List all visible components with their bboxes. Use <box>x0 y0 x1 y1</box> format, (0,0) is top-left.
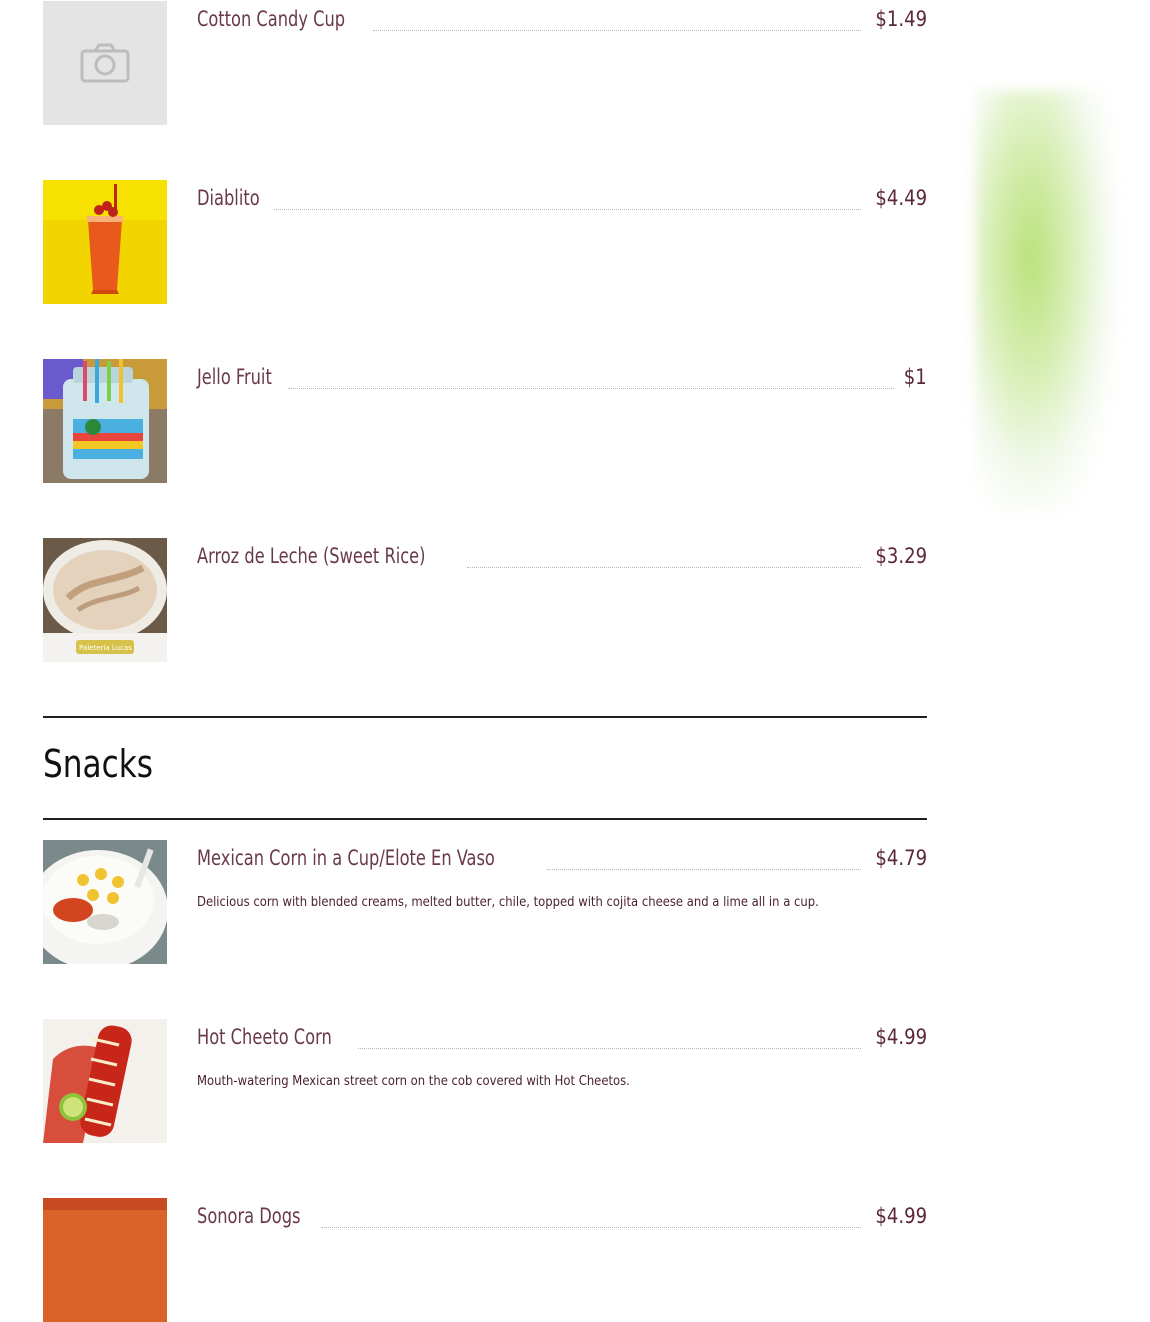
item-image[interactable] <box>43 1019 167 1143</box>
item-name: Mexican Corn in a Cup/Elote En Vaso <box>197 846 495 870</box>
item-name: Arroz de Leche (Sweet Rice) <box>197 544 426 568</box>
item-image[interactable] <box>43 538 167 662</box>
item-price: $4.99 <box>875 1025 927 1049</box>
item-description: Delicious corn with blended creams, melted butter, chile, topped with cojita cheese and a lime all in a cup. <box>197 894 819 910</box>
menu-item <box>43 1 927 125</box>
section-divider-bottom <box>43 818 927 820</box>
item-name: Hot Cheeto Corn <box>197 1025 332 1049</box>
item-name: Cotton Candy Cup <box>197 7 346 31</box>
dotted-leader <box>321 1226 861 1228</box>
item-name: Sonora Dogs <box>197 1204 301 1228</box>
menu-item <box>43 1019 927 1143</box>
dotted-leader <box>274 208 861 210</box>
menu-item <box>43 840 927 964</box>
dotted-leader <box>547 868 861 870</box>
background-image-blur <box>975 90 1115 510</box>
dotted-leader <box>467 566 861 568</box>
dotted-leader <box>358 1047 861 1049</box>
item-image[interactable] <box>43 180 167 304</box>
item-name: Jello Fruit <box>197 365 272 389</box>
item-name: Diablito <box>197 186 260 210</box>
image-label: Paleteria Lucas <box>79 644 132 652</box>
item-price: $1.49 <box>875 7 927 31</box>
item-image[interactable] <box>43 359 167 483</box>
menu-item <box>43 538 927 662</box>
item-price: $4.99 <box>875 1204 927 1228</box>
section-title: Snacks <box>43 742 154 786</box>
dotted-leader <box>373 29 861 31</box>
menu-item <box>43 180 927 304</box>
item-image[interactable] <box>43 1198 167 1322</box>
item-price: $1 <box>904 365 927 389</box>
item-image[interactable] <box>43 840 167 964</box>
dotted-leader <box>288 387 894 389</box>
item-image-placeholder <box>43 1 167 125</box>
menu-item <box>43 1198 927 1322</box>
menu-item <box>43 359 927 483</box>
item-price: $4.79 <box>875 846 927 870</box>
item-price: $3.29 <box>875 544 927 568</box>
section-divider-top <box>43 716 927 718</box>
item-description: Mouth-watering Mexican street corn on the cob covered with Hot Cheetos. <box>197 1073 630 1089</box>
item-price: $4.49 <box>875 186 927 210</box>
